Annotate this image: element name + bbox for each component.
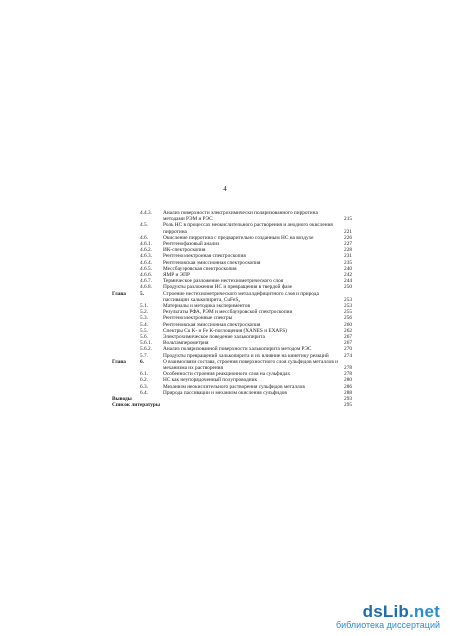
toc-title: О взаимосвязи состава, строения поверхностного слоя сульфидов металлов и механизма их растворения (163, 358, 338, 372)
toc-chapter-label: Глава (112, 290, 126, 297)
toc-title: Рентгеноэлектронные спектры (163, 315, 233, 322)
toc-title: Спектры Cu K- и Fe K-поглощения (XANES и EXAFS) (163, 327, 287, 334)
toc-page: 278 (344, 371, 352, 378)
toc-title: Рентгенофазовый анализ (163, 241, 220, 248)
toc-entry (112, 291, 352, 303)
toc-page: 274 (344, 352, 352, 359)
toc-number: 5.2. (140, 309, 148, 316)
toc-page: 270 (344, 346, 352, 353)
toc-number: 4.6. (140, 234, 148, 241)
toc-page: 221 (344, 228, 352, 235)
toc-page: 215 (344, 216, 352, 223)
toc-title: НС как неупорядоченный полупроводник (163, 377, 258, 384)
toc-page: 288 (344, 389, 352, 396)
toc-page: 253 (344, 303, 352, 310)
toc-number: 5.6.1. (140, 340, 152, 347)
toc-title: Результаты РФА, РЭМ и мессбауэровской спектроскопии (163, 309, 293, 316)
toc-number: 6.1. (140, 371, 148, 378)
toc-page: 280 (344, 377, 352, 384)
toc-title: ЯМР и ЭПР (163, 272, 190, 279)
toc-page: 244 (344, 278, 352, 285)
toc-title: Природа пассивации и механизм окисления сульфидов (163, 389, 287, 396)
toc-title: Список литературы (112, 402, 161, 409)
toc-number: 4.6.6. (140, 272, 152, 279)
page-number: 4 (223, 185, 227, 193)
toc-title: Выводы (112, 396, 132, 403)
toc-chapter-label (112, 210, 140, 222)
toc-page: 240 (344, 265, 352, 272)
toc-number: 4.6.7. (140, 278, 152, 285)
toc-number: 5.4. (140, 321, 148, 328)
toc-entry (112, 402, 352, 408)
toc-page: 235 (344, 259, 352, 266)
toc-number: 4.6.2. (140, 247, 152, 254)
toc-page: 250 (344, 284, 352, 291)
toc-page: 227 (344, 241, 352, 248)
toc-page: 228 (344, 247, 352, 254)
toc-title: Анализ поверхности электрохимически поляризованного пирротина методами РЭМ и РЭС (163, 210, 318, 223)
toc-number: 4.6.1. (140, 241, 152, 248)
toc-page: 267 (344, 334, 352, 341)
toc-title: Термическое разложение нестехиометрического слоя (163, 278, 284, 285)
toc-number: 4.6.3. (140, 253, 152, 260)
toc-number: 4.6.4. (140, 259, 152, 266)
watermark-subtitle: библиотека диссертаций (335, 620, 440, 630)
toc-page: 293 (344, 396, 352, 403)
toc-number: 4.6.5. (140, 265, 152, 272)
toc-title: Вольтамперометрия (163, 340, 209, 347)
toc-entry (112, 222, 352, 234)
toc-number: 5.5. (140, 327, 148, 334)
toc-page: 262 (344, 327, 352, 334)
toc-page: 256 (344, 315, 352, 322)
toc-title: ИК-спектроскопия (163, 247, 206, 254)
watermark-logo: dsLib.net (362, 602, 440, 621)
toc-chapter-label (112, 222, 140, 234)
toc-number: 6. (140, 358, 144, 365)
toc-number: 5.6.2. (140, 346, 152, 353)
toc-page: 260 (344, 321, 352, 328)
toc-number: 5.7. (140, 352, 148, 359)
watermark (336, 602, 440, 630)
toc-title: Роль НС в процессах неокислительного растворения и анодного окисления пирротина (163, 222, 333, 235)
toc-number: 5. (140, 290, 144, 297)
toc-entry (112, 210, 352, 222)
toc-page: 255 (344, 309, 352, 316)
toc-title: Особенности строения реакционного слоя на сульфидах (163, 371, 291, 378)
table-of-contents (112, 210, 352, 409)
toc-title: Строение нестехиометрического металлдефицитного слоя и природа пассивации халькопирита, CuFeS₂ (163, 290, 319, 303)
toc-chapter-label: Глава (112, 358, 126, 365)
toc-page: 295 (344, 402, 352, 409)
toc-number: 5.3. (140, 315, 148, 322)
toc-number: 4.5. (140, 222, 148, 229)
toc-title: Механизм неокислительного растворения сульфидов металлов (163, 383, 305, 390)
toc-page: 242 (344, 272, 352, 279)
toc-page: 278 (344, 365, 352, 372)
toc-page: 267 (344, 340, 352, 347)
toc-title: Продукты разложения НС и превращения в твердой фазе (163, 284, 292, 291)
toc-entry (112, 359, 352, 371)
toc-number: 5.6. (140, 334, 148, 341)
toc-number: 6.3. (140, 383, 148, 390)
toc-page: 231 (344, 253, 352, 260)
toc-page: 253 (344, 296, 352, 303)
toc-number: 6.2. (140, 377, 148, 384)
toc-title: Мессбауэровская спектроскопия (163, 265, 237, 272)
toc-title: Рентгеновская эмиссионная спектроскопия (163, 259, 261, 266)
toc-number: 5.1. (140, 303, 148, 310)
toc-page: 286 (344, 383, 352, 390)
toc-title: Окисление пирротина с предварительно созданным НС на воздухе (163, 234, 314, 241)
toc-title: Продукты превращений халькопирита и их влияние на кинетику реакций (163, 352, 329, 359)
toc-title: Рентгеновская эмиссионная спектроскопия (163, 321, 261, 328)
toc-number: 4.4.3. (140, 210, 152, 216)
toc-page: 226 (344, 234, 352, 241)
toc-number: 4.6.8. (140, 284, 152, 291)
toc-title: Анализ поляризованной поверхности халькопирита методом РЭС (163, 346, 312, 353)
toc-number: 6.4. (140, 389, 148, 396)
toc-title: Материалы и методика экспериментов (163, 303, 250, 310)
toc-title: Рентгеноэлектронная спектроскопия (163, 253, 246, 260)
toc-title: Электрохимическое поведение халькопирита (163, 334, 265, 341)
